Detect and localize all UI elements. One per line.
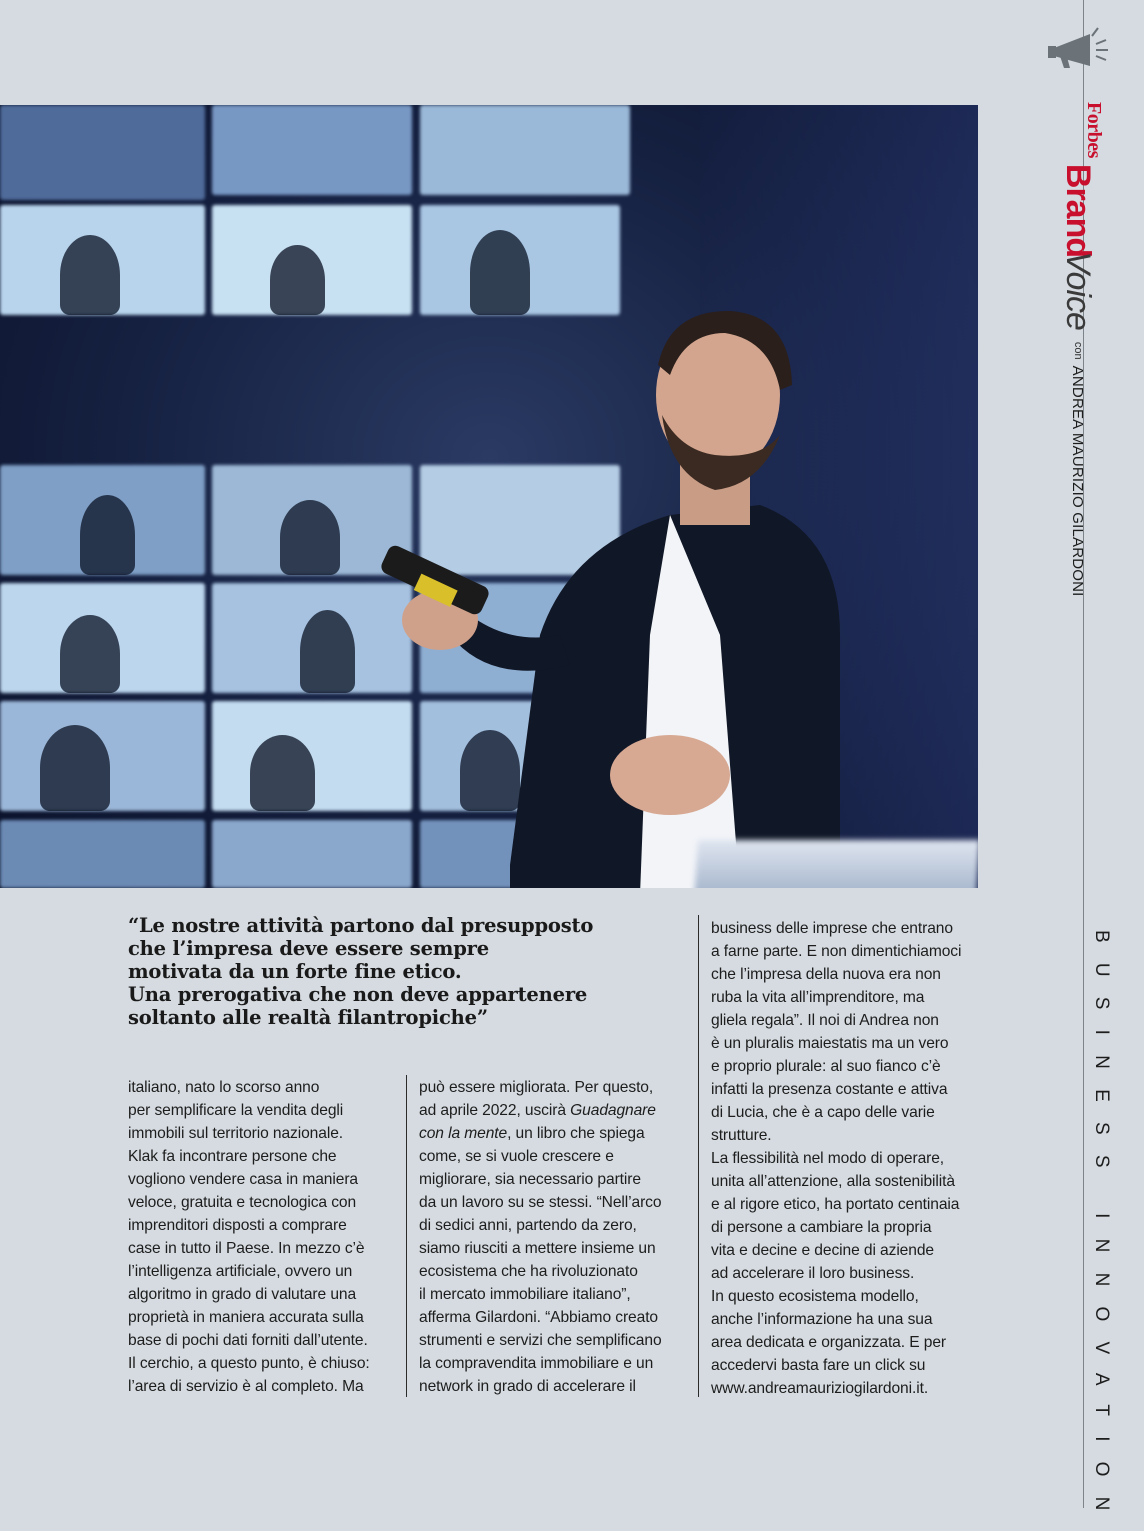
body-line: l’area di servizio è al completo. Ma [128, 1378, 364, 1395]
column-divider [406, 1075, 407, 1397]
body-line: accedervi basta fare un click su [711, 1357, 926, 1374]
section-label-text: BUSINESS INNOVATION [1091, 930, 1112, 1531]
body-line: Klak fa incontrare persone che [128, 1148, 337, 1165]
pull-quote-line: che l’impresa deve essere sempre [128, 937, 489, 960]
con-label: con [1072, 341, 1084, 360]
body-line: può essere migliorata. Per questo, [419, 1079, 654, 1096]
pull-quote-line: “Le nostre attività partono dal presupposto [128, 914, 594, 937]
body-line: la compravendita immobiliare e un [419, 1355, 654, 1372]
body-line: La flessibilità nel modo di operare, [711, 1150, 945, 1167]
body-line: unita all’attenzione, alla sostenibilità [711, 1173, 955, 1190]
body-line: anche l’informazione ha una sua [711, 1311, 933, 1328]
body-line: da un lavoro su se stessi. “Nell’arco [419, 1194, 662, 1211]
body-column-1 [128, 1076, 378, 1398]
body-line: ecosistema che ha rivoluzionato [419, 1263, 638, 1280]
body-line: l’intelligenza artificiale, ovvero un [128, 1263, 353, 1280]
body-line: algoritmo in grado di valutare una [128, 1286, 357, 1303]
pull-quote-line: Una prerogativa che non deve appartenere [128, 983, 588, 1006]
column-divider [698, 915, 699, 1397]
body-line: di sedici anni, partendo da zero, [419, 1217, 637, 1234]
body-line: strutture. [711, 1127, 772, 1144]
body-line: immobili sul territorio nazionale. [128, 1125, 343, 1142]
body-line: case in tutto il Paese. In mezzo c’è [128, 1240, 365, 1257]
body-line: siamo riusciti a mettere insieme un [419, 1240, 656, 1257]
section-label [1081, 930, 1121, 1531]
body-line: imprenditori disposti a comprare [128, 1217, 347, 1234]
body-line: ad aprile 2022, uscirà Guadagnare [419, 1102, 656, 1119]
pull-quote [128, 914, 668, 1029]
forbes-logo: Forbes [1083, 102, 1106, 158]
body-line: gliela regala”. Il noi di Andrea non [711, 1012, 939, 1029]
body-line: a farne parte. E non dimentichiamoci [711, 943, 962, 960]
body-line: e al rigore etico, ha portato centinaia [711, 1196, 960, 1213]
body-line: business delle imprese che entrano [711, 920, 953, 937]
speaker-photo [0, 105, 978, 888]
brand-voice-header [1045, 102, 1111, 597]
body-line: migliorare, sia necessario partire [419, 1171, 641, 1188]
body-column-3 [711, 917, 976, 1400]
body-line: per semplificare la vendita degli [128, 1102, 344, 1119]
body-line: come, se si vuole crescere e [419, 1148, 614, 1165]
body-line: In questo ecosistema modello, [711, 1288, 919, 1305]
body-line: di Lucia, che è a capo delle varie [711, 1104, 935, 1121]
body-line: veloce, gratuita e tecnologica con [128, 1194, 357, 1211]
body-line: strumenti e servizi che semplificano [419, 1332, 662, 1349]
speaker-figure [340, 215, 860, 888]
book-title: Guadagnare [570, 1102, 656, 1119]
pull-quote-line: motivata da un forte fine etico. [128, 960, 462, 983]
body-line: italiano, nato lo scorso anno [128, 1079, 320, 1096]
body-line: vita e decine e decine di aziende [711, 1242, 934, 1259]
body-line: area dedicata e organizzata. E per [711, 1334, 946, 1351]
body-line: ad accelerare il loro business. [711, 1265, 915, 1282]
body-line: infatti la presenza costante e attiva [711, 1081, 948, 1098]
body-line: base di pochi dati forniti dall’utente. [128, 1332, 368, 1349]
body-line: vogliono vendere casa in maniera [128, 1171, 358, 1188]
body-line: proprietà in maniera accurata sulla [128, 1309, 364, 1326]
body-line: ruba la vita all’imprenditore, ma [711, 989, 925, 1006]
body-line: che l’impresa della nuova era non [711, 966, 941, 983]
body-line: il mercato immobiliare italiano”, [419, 1286, 631, 1303]
body-line: afferma Gilardoni. “Abbiamo creato [419, 1309, 658, 1326]
book-title: con la mente [419, 1125, 508, 1142]
body-line: di persone a cambiare la propria [711, 1219, 932, 1236]
brandvoice-logo: BrandVoice [1059, 163, 1098, 330]
megaphone-icon [1046, 22, 1120, 72]
author-name: ANDREA MAURIZIO GILARDONI [1069, 365, 1087, 597]
body-line: network in grado di accelerare il [419, 1378, 636, 1395]
body-line: con la mente, un libro che spiega [419, 1125, 645, 1142]
body-column-2 [419, 1076, 679, 1398]
body-line: e proprio plurale: al suo fianco c’è [711, 1058, 941, 1075]
pull-quote-line: soltanto alle realtà filantropiche” [128, 1006, 488, 1029]
body-line: è un pluralis maiestatis ma un vero [711, 1035, 949, 1052]
body-line: Il cerchio, a questo punto, è chiuso: [128, 1355, 370, 1372]
website-link[interactable]: www.andreamauriziogilardoni.it. [711, 1380, 929, 1397]
